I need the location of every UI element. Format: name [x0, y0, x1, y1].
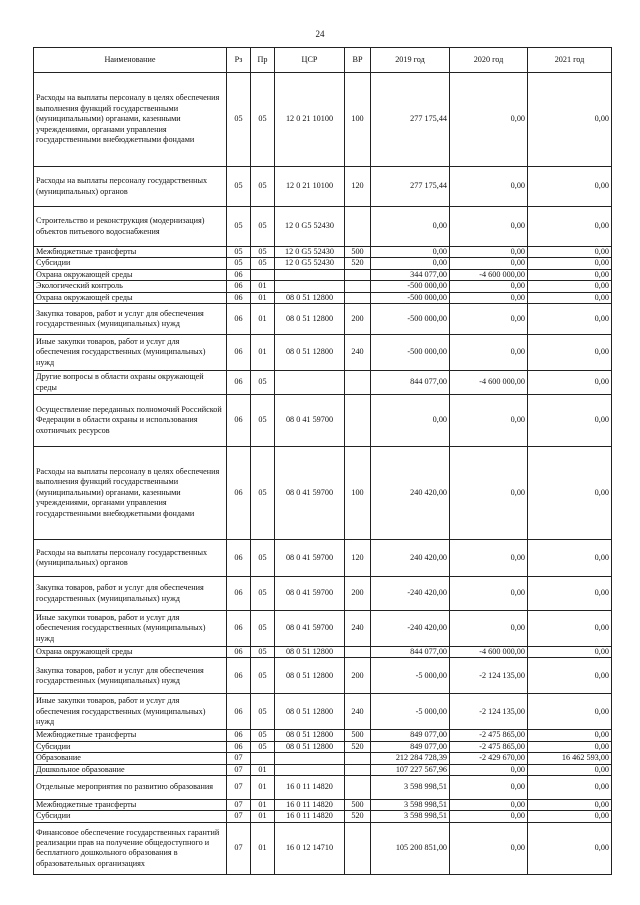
- cell-pr: 05: [251, 247, 275, 258]
- cell-y2020: -4 600 000,00: [450, 647, 528, 658]
- cell-rz: 07: [227, 822, 251, 874]
- cell-name: Межбюджетные трансферты: [34, 800, 227, 811]
- cell-y2020: 0,00: [450, 258, 528, 269]
- table-row: [34, 258, 612, 269]
- cell-name: Иные закупки товаров, работ и услуг для обеспечения государственных (муниципальных) нужд: [34, 611, 227, 647]
- cell-name: Охрана окружающей среды: [34, 269, 227, 280]
- cell-y2020: 0,00: [450, 822, 528, 874]
- cell-y2019: 844 077,00: [371, 371, 450, 395]
- cell-y2021: 0,00: [528, 694, 612, 730]
- cell-y2019: 849 077,00: [371, 730, 450, 741]
- cell-name: Отдельные мероприятия по развитию образования: [34, 776, 227, 800]
- cell-pr: 05: [251, 577, 275, 611]
- cell-pr: 01: [251, 304, 275, 335]
- cell-y2019: -5 000,00: [371, 694, 450, 730]
- cell-y2021: 0,00: [528, 800, 612, 811]
- cell-name: Иные закупки товаров, работ и услуг для обеспечения государственных (муниципальных) нужд: [34, 335, 227, 371]
- cell-vr: [345, 647, 371, 658]
- cell-rz: 07: [227, 811, 251, 822]
- cell-y2020: 0,00: [450, 207, 528, 247]
- cell-y2019: 0,00: [371, 258, 450, 269]
- cell-y2020: 0,00: [450, 395, 528, 447]
- cell-name: Экологический контроль: [34, 281, 227, 292]
- cell-csr: 08 0 51 12800: [275, 304, 345, 335]
- col-header-pr: Пр: [251, 48, 275, 73]
- cell-y2019: 277 175,44: [371, 167, 450, 207]
- cell-rz: 07: [227, 800, 251, 811]
- table-row: [34, 395, 612, 447]
- cell-name: Субсидии: [34, 811, 227, 822]
- table-row: [34, 811, 612, 822]
- cell-rz: 06: [227, 647, 251, 658]
- cell-y2020: 0,00: [450, 611, 528, 647]
- cell-rz: 07: [227, 753, 251, 764]
- cell-csr: 08 0 51 12800: [275, 292, 345, 303]
- cell-vr: [345, 281, 371, 292]
- table-row: [34, 207, 612, 247]
- cell-vr: 240: [345, 694, 371, 730]
- cell-rz: 05: [227, 258, 251, 269]
- cell-y2020: 0,00: [450, 764, 528, 775]
- cell-y2021: 0,00: [528, 577, 612, 611]
- cell-y2019: 0,00: [371, 395, 450, 447]
- table-row: [34, 167, 612, 207]
- cell-csr: 08 0 41 59700: [275, 540, 345, 577]
- cell-name: Расходы на выплаты персоналу государственных (муниципальных) органов: [34, 167, 227, 207]
- cell-y2020: -4 600 000,00: [450, 269, 528, 280]
- col-header-csr: ЦСР: [275, 48, 345, 73]
- cell-name: Строительство и реконструкция (модернизация) объектов питьевого водоснабжения: [34, 207, 227, 247]
- table-row: [34, 371, 612, 395]
- cell-vr: 500: [345, 247, 371, 258]
- cell-pr: 05: [251, 694, 275, 730]
- cell-pr: 01: [251, 764, 275, 775]
- cell-y2020: -4 600 000,00: [450, 371, 528, 395]
- cell-name: Субсидии: [34, 741, 227, 752]
- table-row: [34, 73, 612, 167]
- table-row: [34, 764, 612, 775]
- cell-y2019: 3 598 998,51: [371, 800, 450, 811]
- table-row: [34, 335, 612, 371]
- table-row: [34, 304, 612, 335]
- cell-csr: 16 0 11 14820: [275, 811, 345, 822]
- cell-csr: [275, 753, 345, 764]
- cell-name: Другие вопросы в области охраны окружающей среды: [34, 371, 227, 395]
- table-row: [34, 741, 612, 752]
- cell-rz: 07: [227, 776, 251, 800]
- cell-vr: 520: [345, 811, 371, 822]
- cell-y2021: 0,00: [528, 730, 612, 741]
- cell-y2019: 3 598 998,51: [371, 811, 450, 822]
- cell-name: Межбюджетные трансферты: [34, 247, 227, 258]
- cell-y2021: 0,00: [528, 776, 612, 800]
- cell-y2021: 0,00: [528, 292, 612, 303]
- cell-y2021: 0,00: [528, 281, 612, 292]
- cell-y2021: 0,00: [528, 540, 612, 577]
- cell-csr: 08 0 51 12800: [275, 730, 345, 741]
- cell-y2021: 0,00: [528, 167, 612, 207]
- cell-y2019: 107 227 567,96: [371, 764, 450, 775]
- cell-csr: 08 0 51 12800: [275, 658, 345, 694]
- cell-y2021: 0,00: [528, 304, 612, 335]
- cell-rz: 05: [227, 207, 251, 247]
- cell-y2019: -500 000,00: [371, 292, 450, 303]
- cell-y2021: 0,00: [528, 741, 612, 752]
- cell-y2020: 0,00: [450, 811, 528, 822]
- cell-y2020: 0,00: [450, 281, 528, 292]
- cell-y2019: -240 420,00: [371, 577, 450, 611]
- cell-pr: 05: [251, 395, 275, 447]
- cell-name: Закупка товаров, работ и услуг для обеспечения государственных (муниципальных) нужд: [34, 304, 227, 335]
- cell-rz: 06: [227, 540, 251, 577]
- cell-csr: 16 0 11 14820: [275, 776, 345, 800]
- cell-vr: 200: [345, 577, 371, 611]
- cell-y2020: 0,00: [450, 167, 528, 207]
- cell-y2020: -2 475 865,00: [450, 741, 528, 752]
- cell-vr: 520: [345, 258, 371, 269]
- col-header-2021: 2021 год: [528, 48, 612, 73]
- cell-y2019: -240 420,00: [371, 611, 450, 647]
- table-row: [34, 611, 612, 647]
- cell-y2019: 0,00: [371, 247, 450, 258]
- cell-name: Финансовое обеспечение государственных гарантий реализации прав на получение общедоступного и бесплатного дошкольного образования в образовательных организациях: [34, 822, 227, 874]
- cell-rz: 06: [227, 395, 251, 447]
- cell-name: Расходы на выплаты персоналу в целях обеспечения выполнения функций государственными (муниципальными) органами, казенными учреждениями, органами управления государственными внебюджетными фондами: [34, 447, 227, 540]
- cell-csr: 16 0 11 14820: [275, 800, 345, 811]
- cell-csr: [275, 371, 345, 395]
- cell-csr: 08 0 41 59700: [275, 611, 345, 647]
- cell-rz: 06: [227, 694, 251, 730]
- cell-y2021: 16 462 593,00: [528, 753, 612, 764]
- cell-name: Расходы на выплаты персоналу в целях обеспечения выполнения функций государственными (муниципальными) органами, казенными учреждениями, органами управления государственными внебюджетными фондами: [34, 73, 227, 167]
- table-row: [34, 800, 612, 811]
- cell-rz: 06: [227, 730, 251, 741]
- cell-y2021: 0,00: [528, 258, 612, 269]
- cell-csr: 08 0 51 12800: [275, 694, 345, 730]
- cell-pr: [251, 269, 275, 280]
- cell-pr: 01: [251, 822, 275, 874]
- cell-y2019: 0,00: [371, 207, 450, 247]
- cell-name: Закупка товаров, работ и услуг для обеспечения государственных (муниципальных) нужд: [34, 658, 227, 694]
- cell-vr: [345, 371, 371, 395]
- cell-y2021: 0,00: [528, 647, 612, 658]
- cell-rz: 06: [227, 269, 251, 280]
- cell-y2019: -500 000,00: [371, 304, 450, 335]
- cell-rz: 05: [227, 247, 251, 258]
- cell-y2021: 0,00: [528, 247, 612, 258]
- cell-pr: 01: [251, 281, 275, 292]
- cell-y2020: 0,00: [450, 247, 528, 258]
- cell-vr: [345, 292, 371, 303]
- cell-vr: 520: [345, 741, 371, 752]
- cell-name: Охрана окружающей среды: [34, 647, 227, 658]
- cell-y2019: 844 077,00: [371, 647, 450, 658]
- cell-vr: 100: [345, 73, 371, 167]
- table-row: [34, 281, 612, 292]
- cell-y2019: 344 077,00: [371, 269, 450, 280]
- cell-vr: 240: [345, 335, 371, 371]
- cell-y2021: 0,00: [528, 822, 612, 874]
- table-body: [34, 73, 612, 875]
- cell-csr: 08 0 41 59700: [275, 395, 345, 447]
- table-row: [34, 292, 612, 303]
- cell-y2021: 0,00: [528, 207, 612, 247]
- table-row: [34, 447, 612, 540]
- header-row: [34, 48, 612, 73]
- cell-y2020: -2 429 670,00: [450, 753, 528, 764]
- cell-csr: [275, 269, 345, 280]
- cell-y2019: 849 077,00: [371, 741, 450, 752]
- cell-rz: 06: [227, 371, 251, 395]
- cell-csr: [275, 281, 345, 292]
- table-row: [34, 577, 612, 611]
- cell-csr: 12 0 21 10100: [275, 167, 345, 207]
- col-header-rz: Рз: [227, 48, 251, 73]
- cell-y2020: 0,00: [450, 800, 528, 811]
- cell-name: Межбюджетные трансферты: [34, 730, 227, 741]
- cell-vr: 200: [345, 658, 371, 694]
- cell-y2021: 0,00: [528, 764, 612, 775]
- table-row: [34, 647, 612, 658]
- cell-y2019: 212 284 728,39: [371, 753, 450, 764]
- cell-rz: 06: [227, 577, 251, 611]
- cell-vr: [345, 776, 371, 800]
- cell-csr: 08 0 41 59700: [275, 447, 345, 540]
- cell-name: Дошкольное образование: [34, 764, 227, 775]
- cell-y2020: 0,00: [450, 292, 528, 303]
- cell-y2020: 0,00: [450, 540, 528, 577]
- cell-y2020: 0,00: [450, 447, 528, 540]
- cell-pr: 05: [251, 540, 275, 577]
- cell-name: Осуществление переданных полномочий Российской Федерации в области охраны и использования охотничьих ресурсов: [34, 395, 227, 447]
- page-number: 24: [315, 29, 325, 39]
- cell-rz: 05: [227, 167, 251, 207]
- cell-y2020: 0,00: [450, 304, 528, 335]
- cell-y2019: -500 000,00: [371, 335, 450, 371]
- cell-pr: 05: [251, 741, 275, 752]
- cell-y2021: 0,00: [528, 73, 612, 167]
- cell-csr: [275, 764, 345, 775]
- cell-y2020: -2 475 865,00: [450, 730, 528, 741]
- cell-csr: 12 0 G5 52430: [275, 207, 345, 247]
- cell-y2021: 0,00: [528, 611, 612, 647]
- cell-vr: 500: [345, 800, 371, 811]
- cell-pr: 01: [251, 776, 275, 800]
- cell-y2020: -2 124 135,00: [450, 694, 528, 730]
- cell-y2021: 0,00: [528, 371, 612, 395]
- table-row: [34, 694, 612, 730]
- cell-name: Охрана окружающей среды: [34, 292, 227, 303]
- col-header-name: Наименование: [34, 48, 227, 73]
- cell-rz: 06: [227, 292, 251, 303]
- cell-rz: 06: [227, 335, 251, 371]
- cell-vr: [345, 764, 371, 775]
- cell-name: Расходы на выплаты персоналу государственных (муниципальных) органов: [34, 540, 227, 577]
- cell-vr: 240: [345, 611, 371, 647]
- table-row: [34, 822, 612, 874]
- cell-vr: 200: [345, 304, 371, 335]
- cell-pr: 05: [251, 207, 275, 247]
- cell-pr: 05: [251, 371, 275, 395]
- cell-y2021: 0,00: [528, 395, 612, 447]
- cell-y2020: -2 124 135,00: [450, 658, 528, 694]
- cell-csr: 16 0 12 14710: [275, 822, 345, 874]
- cell-pr: [251, 753, 275, 764]
- cell-rz: 06: [227, 281, 251, 292]
- cell-y2021: 0,00: [528, 447, 612, 540]
- cell-pr: 01: [251, 335, 275, 371]
- table-row: [34, 540, 612, 577]
- cell-rz: 06: [227, 741, 251, 752]
- cell-rz: 06: [227, 304, 251, 335]
- cell-vr: 120: [345, 167, 371, 207]
- cell-csr: 08 0 41 59700: [275, 577, 345, 611]
- cell-y2019: 240 420,00: [371, 540, 450, 577]
- table-row: [34, 753, 612, 764]
- col-header-2019: 2019 год: [371, 48, 450, 73]
- cell-vr: 120: [345, 540, 371, 577]
- cell-y2020: 0,00: [450, 335, 528, 371]
- cell-rz: 05: [227, 73, 251, 167]
- cell-vr: [345, 207, 371, 247]
- cell-vr: [345, 269, 371, 280]
- cell-pr: 01: [251, 292, 275, 303]
- table-row: [34, 776, 612, 800]
- budget-table: [33, 47, 612, 875]
- cell-pr: 01: [251, 800, 275, 811]
- cell-name: Иные закупки товаров, работ и услуг для обеспечения государственных (муниципальных) нужд: [34, 694, 227, 730]
- cell-pr: 05: [251, 611, 275, 647]
- cell-y2021: 0,00: [528, 335, 612, 371]
- cell-pr: 05: [251, 647, 275, 658]
- cell-rz: 06: [227, 447, 251, 540]
- cell-pr: 05: [251, 658, 275, 694]
- cell-vr: [345, 753, 371, 764]
- cell-y2021: 0,00: [528, 269, 612, 280]
- cell-pr: 05: [251, 167, 275, 207]
- cell-vr: [345, 395, 371, 447]
- cell-rz: 06: [227, 611, 251, 647]
- cell-y2019: -5 000,00: [371, 658, 450, 694]
- cell-vr: [345, 822, 371, 874]
- cell-csr: 12 0 G5 52430: [275, 258, 345, 269]
- cell-csr: 12 0 21 10100: [275, 73, 345, 167]
- cell-csr: 08 0 51 12800: [275, 335, 345, 371]
- cell-vr: 100: [345, 447, 371, 540]
- cell-y2020: 0,00: [450, 73, 528, 167]
- cell-name: Образование: [34, 753, 227, 764]
- cell-rz: 06: [227, 658, 251, 694]
- col-header-2020: 2020 год: [450, 48, 528, 73]
- cell-pr: 01: [251, 811, 275, 822]
- table-row: [34, 658, 612, 694]
- cell-y2021: 0,00: [528, 811, 612, 822]
- cell-y2019: 3 598 998,51: [371, 776, 450, 800]
- cell-csr: 08 0 51 12800: [275, 647, 345, 658]
- cell-y2020: 0,00: [450, 577, 528, 611]
- cell-y2021: 0,00: [528, 658, 612, 694]
- table-row: [34, 730, 612, 741]
- cell-name: Закупка товаров, работ и услуг для обеспечения государственных (муниципальных) нужд: [34, 577, 227, 611]
- cell-pr: 05: [251, 730, 275, 741]
- cell-y2019: 277 175,44: [371, 73, 450, 167]
- cell-pr: 05: [251, 447, 275, 540]
- cell-pr: 05: [251, 258, 275, 269]
- table-row: [34, 247, 612, 258]
- cell-rz: 07: [227, 764, 251, 775]
- table-row: [34, 269, 612, 280]
- cell-pr: 05: [251, 73, 275, 167]
- cell-y2019: -500 000,00: [371, 281, 450, 292]
- cell-csr: 08 0 51 12800: [275, 741, 345, 752]
- cell-y2019: 105 200 851,00: [371, 822, 450, 874]
- cell-y2019: 240 420,00: [371, 447, 450, 540]
- cell-vr: 500: [345, 730, 371, 741]
- cell-y2020: 0,00: [450, 776, 528, 800]
- cell-csr: 12 0 G5 52430: [275, 247, 345, 258]
- cell-name: Субсидии: [34, 258, 227, 269]
- col-header-vr: ВР: [345, 48, 371, 73]
